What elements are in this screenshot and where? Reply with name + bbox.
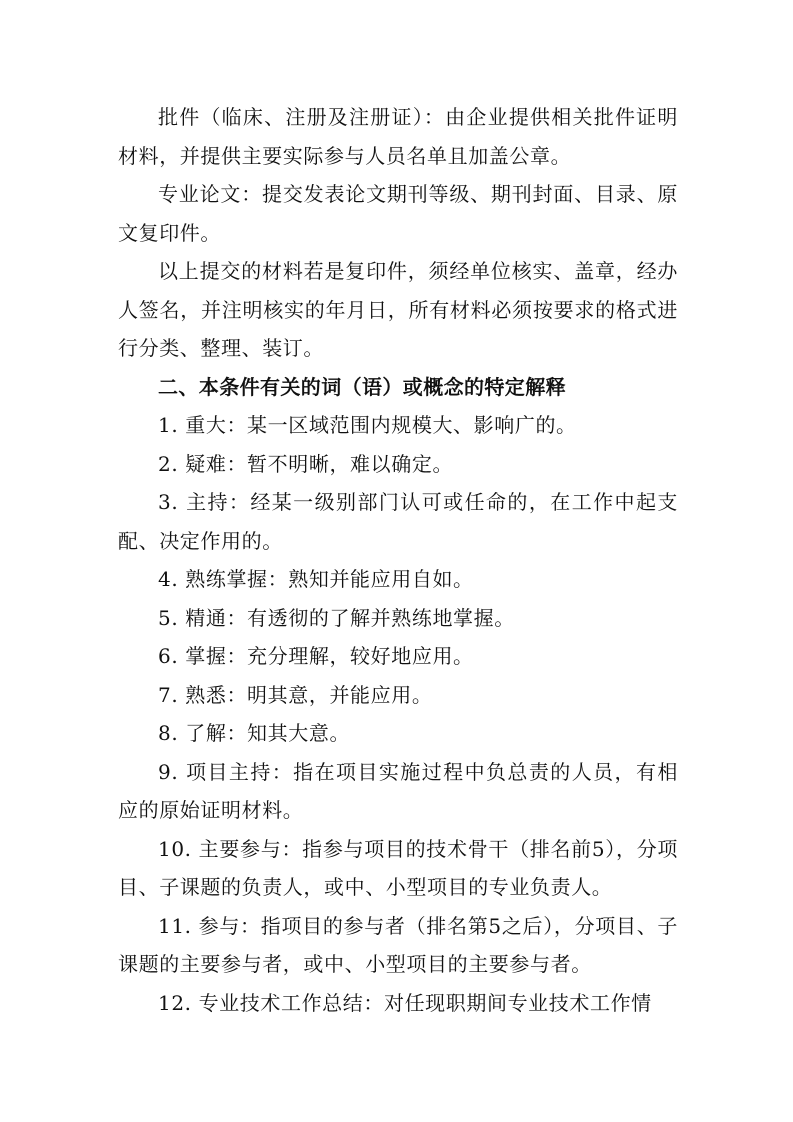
definition-item: 3. 主持：经某一级别部门认可或任命的，在工作中起支配、决定作用的。: [118, 490, 678, 553]
definition-item: 6. 掌握：充分理解，较好地应用。: [158, 644, 474, 668]
definition-item: 1. 重大：某一区域范围内规模大、影响广的。: [158, 413, 577, 437]
document-page: [118, 98, 678, 1022]
definition-item: 8. 了解：知其大意。: [158, 721, 351, 745]
definition-item: 11. 参与：指项目的参与者（排名第5之后），分项目、子课题的主要参与者，或中、小型项目的主要参与者。: [118, 913, 678, 976]
definition-item: 12. 专业技术工作总结：对任现职期间专业技术工作情: [158, 990, 652, 1015]
definition-item: 4. 熟练掌握：熟知并能应用自如。: [158, 567, 474, 591]
paragraph-approval-documents: 批件（临床、注册及注册证）：由企业提供相关批件证明材料，并提供主要实际参与人员名单且加盖公章。: [118, 105, 678, 168]
definition-item: 10. 主要参与：指参与项目的技术骨干（排名前5），分项目、子课题的负责人，或中、小型项目的专业负责人。: [118, 836, 678, 899]
definition-item: 2. 疑难：暂不明晰，难以确定。: [158, 451, 454, 476]
definition-item: 7. 熟悉：明其意，并能应用。: [158, 682, 433, 707]
paragraph-professional-papers: 专业论文：提交发表论文期刊等级、期刊封面、目录、原文复印件。: [118, 182, 678, 245]
definition-item: 5. 精通：有透彻的了解并熟练地掌握。: [158, 605, 515, 630]
paragraph-copy-requirements: 以上提交的材料若是复印件，须经单位核实、盖章，经办人签名，并注明核实的年月日，所有材料必须按要求的格式进行分类、整理、装订。: [118, 259, 678, 360]
definition-item: 9. 项目主持：指在项目实施过程中负总责的人员，有相应的原始证明材料。: [118, 759, 678, 822]
section-heading: 二、本条件有关的词（语）或概念的特定解释: [158, 374, 566, 399]
